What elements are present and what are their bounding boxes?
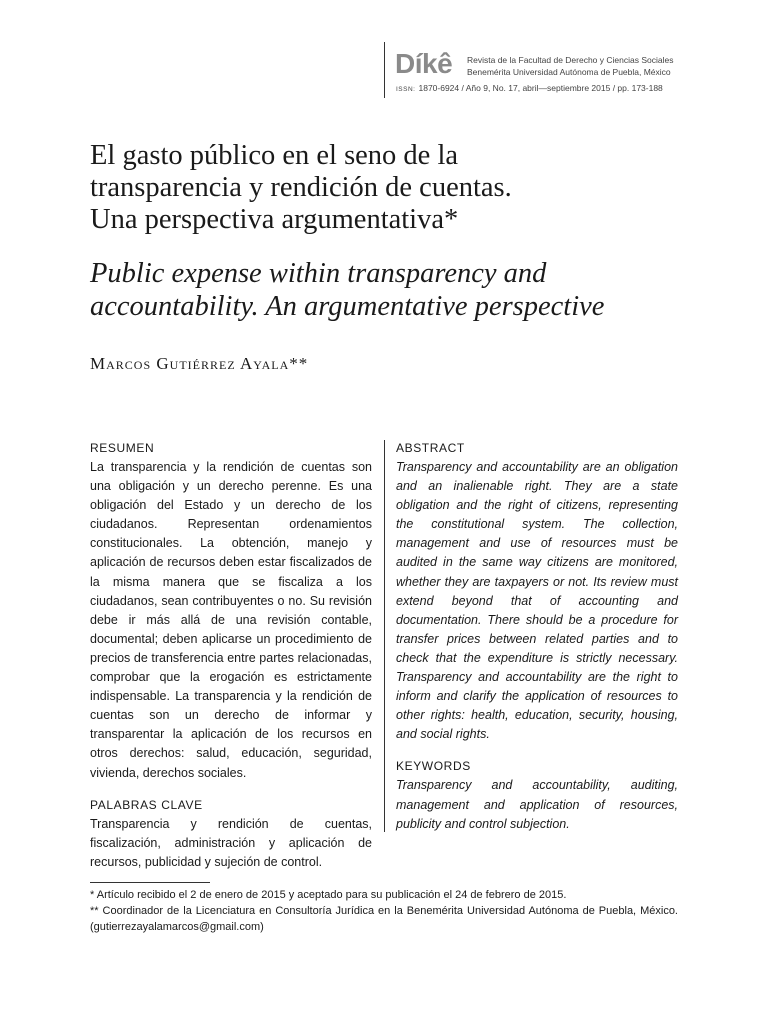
keywords-text: Transparency and accountability, auditing, management and application of resources, publicity and control subjection. <box>396 778 678 831</box>
abstract-text: Transparency and accountability are an obligation and an inalienable right. They are a state obligation and the right of citizens, representing the constitutional system. The collection, management and use of resources must be audited in the same way citizens are monitored, whether they are taxpayers or not. Its review must extend beyond that of accounting and documentation. There should be a procedure for transfer prices between related parties and to check that the expenditure is strictly necessary. Transparency and accountability are the right to inform and clarify the application of resources to other rights: health, education, security, housing, and social rights. <box>396 460 678 742</box>
title-spanish-line: transparencia y rendición de cuentas. <box>90 172 512 203</box>
spanish-column <box>90 440 372 872</box>
column-divider <box>384 440 385 832</box>
resumen-text: La transparencia y la rendición de cuentas son una obligación y un derecho perenne. Es una obligación del Estado y un derecho de los ciudadanos. Representan ordenamientos constitucionales. La obtención, manejo y aplicación de recursos deben estar fiscalizados de la misma manera que se fiscaliza a los ciudadanos, sean contribuyentes o no. Su revisión debe ir más allá de una revisión contable, documental; deben aplicarse un procedimiento de precios de transferencia entre partes relacionadas, comprobar que la erogación es estrictamente indispensable. La transparencia y la rendición de cuentas son un derecho de informar y transparentar la aplicación de los recursos en otros derechos: salud, educación, seguridad, vivienda, derechos sociales. <box>90 460 372 780</box>
title-english <box>90 257 710 323</box>
author-name: Marcos Gutiérrez Ayala** <box>90 354 309 373</box>
title-spanish-line: Una perspectiva argumentativa* <box>90 204 459 235</box>
palabras-clave-heading: PALABRAS CLAVE <box>90 797 203 812</box>
issn-label: ISSN: <box>396 86 416 93</box>
issn-details: 1870-6924 / Año 9, No. 17, abril—septiembre 2015 / pp. 173-188 <box>418 83 663 93</box>
palabras-clave-text: Transparencia y rendición de cuentas, fiscalización, administración y aplicación de recursos, publicidad y sujeción de control. <box>90 816 372 869</box>
footnote-author: ** Coordinador de la Licenciatura en Consultoría Jurídica en la Benemérita Universidad Autónoma de Puebla, México. (gutierrezayalamarcos@gmail.com) <box>90 905 678 933</box>
title-english-line: accountability. An argumentative perspective <box>90 291 605 322</box>
resumen-heading: RESUMEN <box>90 441 155 455</box>
footnotes <box>90 887 678 935</box>
issn-line <box>396 83 663 93</box>
footnote-rule <box>90 882 210 883</box>
keywords-heading: KEYWORDS <box>396 759 471 774</box>
title-english-line: Public expense within transparency and <box>90 258 547 289</box>
title-spanish-line: El gasto público en el seno de la <box>90 140 459 171</box>
journal-name <box>467 54 673 78</box>
title-spanish <box>90 140 690 236</box>
header-divider <box>384 42 385 98</box>
journal-name-line1: Revista de la Facultad de Derecho y Ciencias Sociales <box>467 55 674 65</box>
footnote-received: * Artículo recibido el 2 de enero de 2015 y aceptado para su publicación el 24 de febrero de 2015. <box>90 889 567 901</box>
journal-name-line2: Benemérita Universidad Autónoma de Puebla, México <box>467 67 671 77</box>
abstract-heading: ABSTRACT <box>396 441 465 455</box>
english-column <box>396 440 678 834</box>
journal-logo: Díkê <box>395 48 453 79</box>
